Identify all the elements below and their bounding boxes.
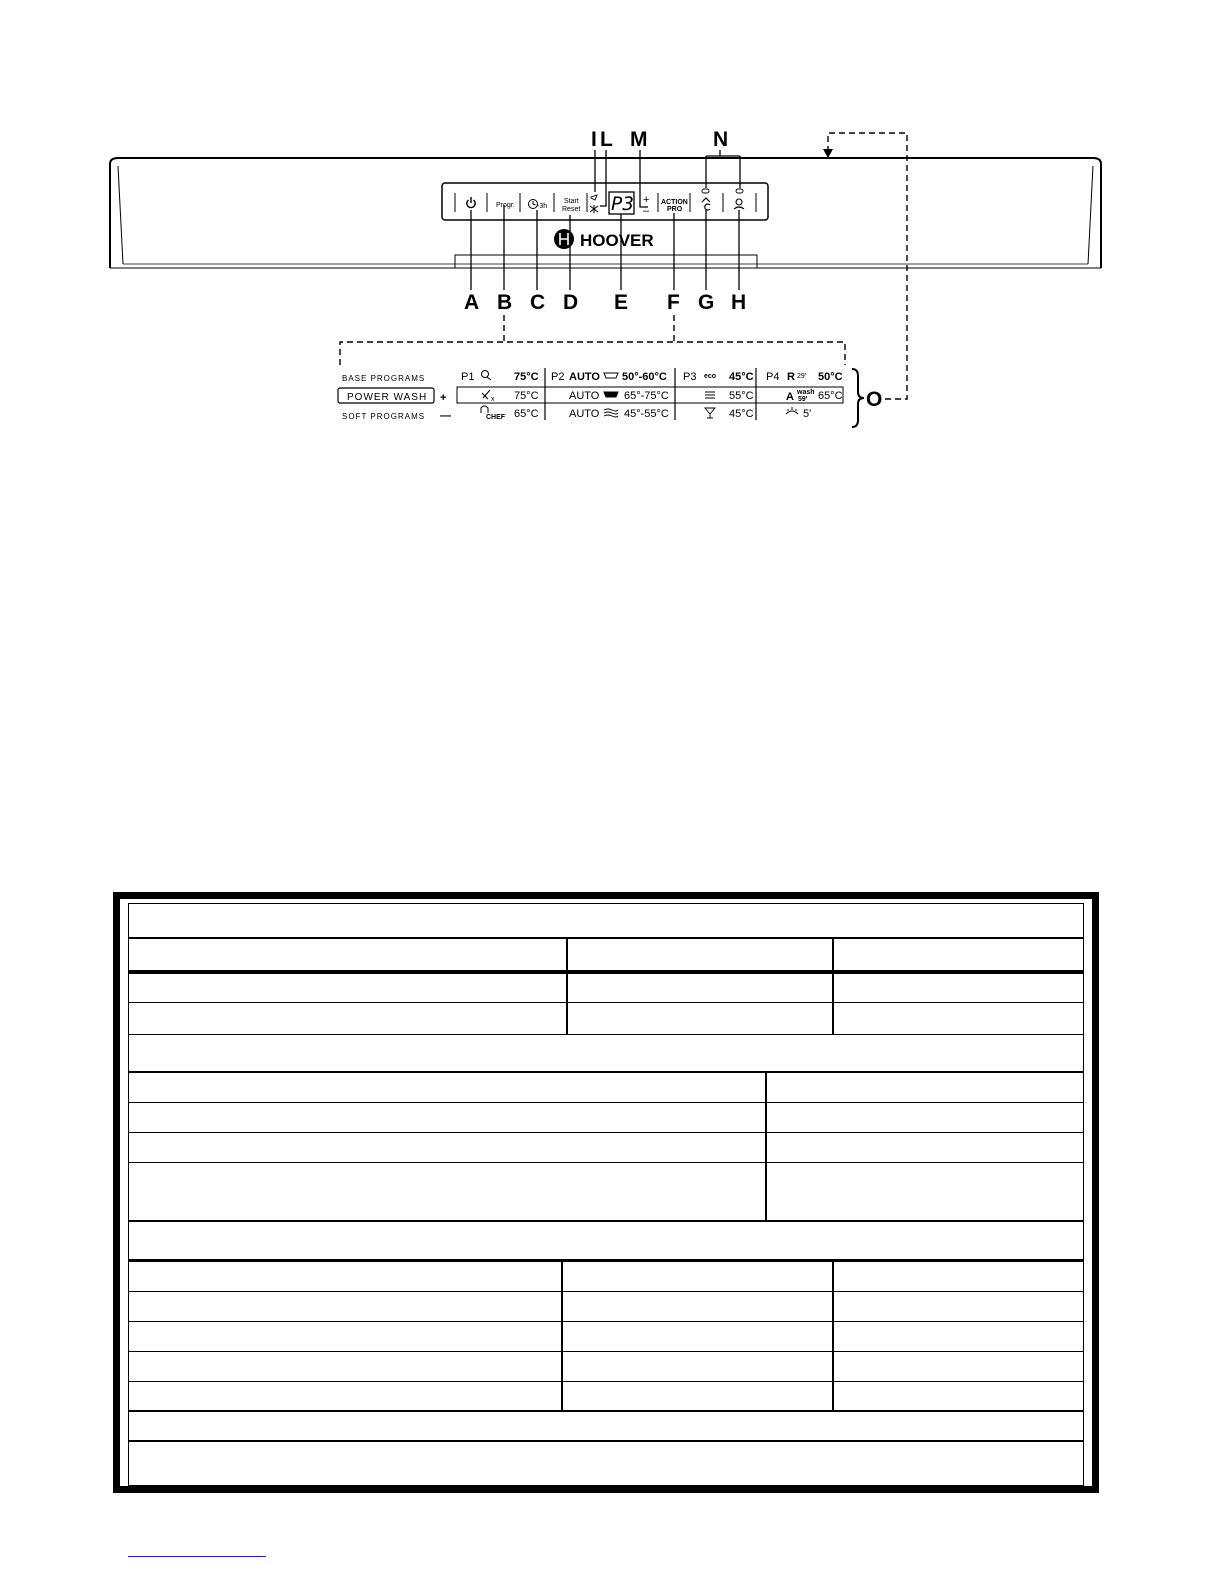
p3-temp: 45°C	[729, 371, 754, 383]
soft-c4-time: 5'	[803, 408, 812, 420]
p4-label: P4	[766, 371, 780, 383]
p2-label: P2	[551, 371, 565, 383]
power-c1-temp: 75°C	[514, 390, 539, 402]
callout-e: E	[614, 291, 629, 314]
p3-label: P3	[683, 371, 697, 383]
program-symbol-icons	[481, 406, 488, 413]
p3-eco: eco	[704, 373, 717, 380]
table-section-header	[128, 1035, 1084, 1073]
control-panel-diagram	[0, 0, 1225, 480]
p4-r: R	[787, 371, 795, 383]
soft-programs-label: SOFT PROGRAMS	[342, 412, 426, 421]
start-button-label[interactable]: Start	[564, 198, 579, 205]
callout-c: C	[530, 291, 546, 314]
soft-c2-auto: AUTO	[569, 408, 600, 420]
program-symbol-icons	[482, 371, 492, 381]
p2-temp: 50°-60°C	[622, 371, 667, 383]
plus-button[interactable]: +	[643, 194, 650, 206]
program-symbol-icons	[705, 392, 715, 398]
table-row	[128, 1262, 1084, 1292]
led-indicator	[736, 189, 743, 193]
p2-auto: AUTO	[569, 371, 600, 383]
brand-name: HOOVER	[580, 231, 654, 250]
table-row	[128, 1382, 1084, 1412]
program-symbol-icons	[786, 407, 798, 414]
reset-button-label[interactable]: Reset	[562, 206, 581, 213]
callout-l: L	[600, 128, 613, 151]
action-button-label[interactable]: ACTION	[661, 199, 688, 206]
soft-c2-temp: 45°-55°C	[624, 408, 669, 420]
salt-indicator-icon	[591, 195, 597, 200]
dashed-connectors	[340, 133, 907, 399]
table-row	[128, 1103, 1084, 1133]
legend-brace	[852, 369, 864, 427]
table-row	[128, 1073, 1084, 1103]
table-section-header	[128, 1222, 1084, 1262]
program-symbol-icons	[604, 409, 618, 417]
specification-table	[113, 892, 1099, 1493]
footer-link-underline[interactable]	[128, 1556, 266, 1557]
base-programs-label: BASE PROGRAMS	[342, 374, 426, 383]
table-note-row	[128, 1442, 1084, 1486]
power-plus-sign: +	[440, 392, 447, 404]
table-row	[128, 1133, 1084, 1163]
table-row	[128, 1352, 1084, 1382]
program-button[interactable]: Progr.	[496, 202, 515, 209]
callout-n: N	[713, 128, 729, 151]
table-row	[128, 1322, 1084, 1352]
pro-button-label[interactable]: PRO	[667, 206, 683, 213]
power-c1-sub: x	[491, 396, 495, 403]
callout-i: I	[591, 128, 597, 151]
display-readout: P3	[611, 193, 634, 215]
p4-temp: 50°C	[818, 371, 843, 383]
table-row	[128, 1003, 1084, 1035]
program-legend	[338, 368, 882, 427]
arrowhead-icon	[823, 149, 833, 158]
soft-c1-chef: CHEF	[486, 414, 506, 421]
program-symbol-icons	[705, 408, 715, 418]
program-symbol-icons	[482, 390, 490, 399]
soft-c3-temp: 45°C	[729, 408, 754, 420]
table-row	[128, 939, 1084, 971]
callout-h: H	[731, 291, 747, 314]
power-wash-label: POWER WASH	[347, 392, 428, 403]
callout-b: B	[497, 291, 513, 314]
table-note-row	[128, 1412, 1084, 1442]
power-c4-time: 59'	[798, 396, 808, 403]
minus-button[interactable]: –	[643, 205, 650, 217]
program-symbol-icons	[604, 392, 618, 397]
p4-time: 29'	[797, 373, 807, 380]
callout-f: F	[667, 291, 680, 314]
callout-a: A	[464, 291, 480, 314]
power-icon[interactable]	[467, 197, 475, 208]
table-row	[128, 971, 1084, 1003]
brand-logo	[554, 229, 654, 250]
eco-option-icon[interactable]	[702, 198, 710, 210]
program-symbol-icons	[604, 373, 618, 378]
soft-minus-sign: —	[440, 410, 451, 422]
power-c2-temp: 65°-75°C	[624, 390, 669, 402]
p1-temp: 75°C	[514, 371, 539, 383]
p1-label: P1	[461, 371, 475, 383]
table-section-header	[128, 903, 1084, 939]
rinse-aid-indicator-icon	[590, 205, 598, 213]
power-c4-temp: 65°C	[818, 390, 843, 402]
power-c3-temp: 55°C	[729, 390, 754, 402]
led-indicator	[702, 189, 709, 193]
power-c2-auto: AUTO	[569, 390, 600, 402]
control-strip	[442, 183, 768, 220]
delay-button-label[interactable]: -3h	[537, 203, 548, 210]
power-c4-wash: wash	[797, 389, 815, 396]
soft-c1-temp: 65°C	[514, 408, 539, 420]
callout-g: G	[698, 291, 715, 314]
half-load-option-icon[interactable]	[734, 199, 744, 209]
callout-d: D	[563, 291, 579, 314]
callout-o: O	[866, 388, 883, 411]
callout-m: M	[630, 128, 648, 151]
power-c4-a: A	[786, 391, 794, 403]
table-row	[128, 1292, 1084, 1322]
table-row	[128, 1163, 1084, 1222]
